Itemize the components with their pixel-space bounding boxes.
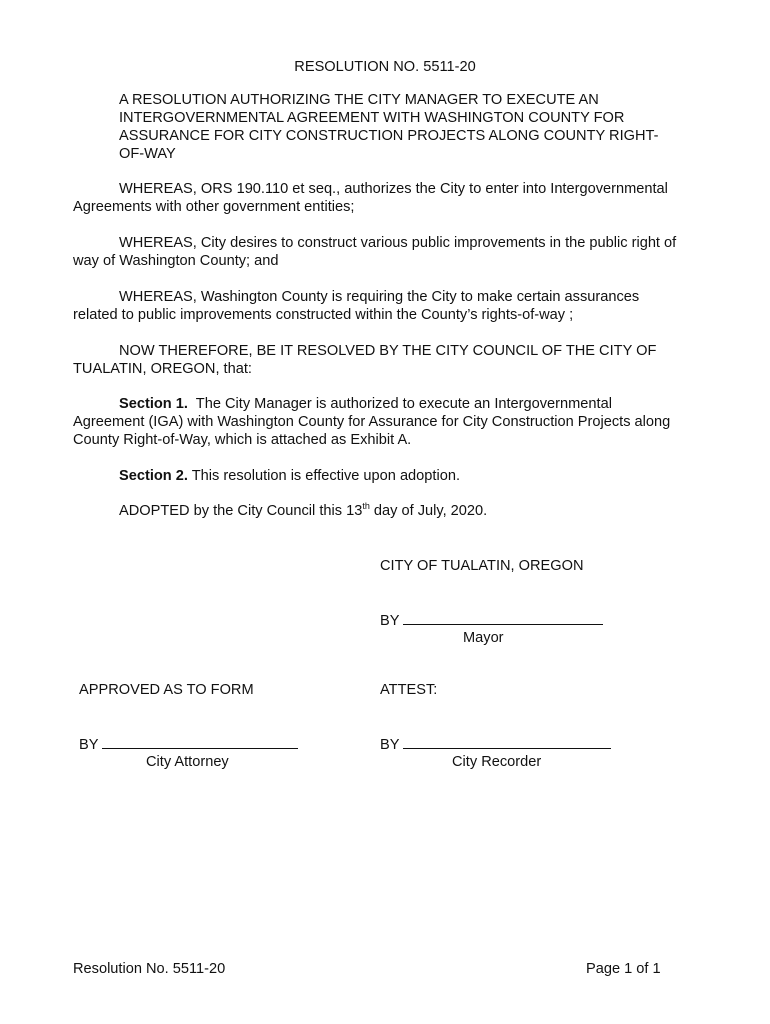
adopted-text-start: ADOPTED by the City Council this 13 [119, 503, 363, 519]
whereas-paragraph-3 [73, 288, 703, 324]
whereas-paragraph-1 [73, 180, 703, 216]
attorney-signature-line [79, 735, 298, 754]
by-label: BY [380, 737, 400, 753]
paragraph-line: related to public improvements constructed within the County’s rights-of-way ; [73, 307, 574, 323]
paragraph-line: way of Washington County; and [73, 253, 279, 269]
signature-underline [102, 735, 298, 749]
section-2-heading: Section 2. [119, 468, 188, 484]
section-2-paragraph [73, 467, 703, 485]
caption-line: OF-WAY [119, 146, 176, 162]
attest-label: ATTEST: [380, 682, 438, 698]
caption-line: A RESOLUTION AUTHORIZING THE CITY MANAGER TO EXECUTE AN [119, 92, 599, 108]
city-recorder-label: City Recorder [452, 754, 542, 770]
city-attorney-label: City Attorney [146, 754, 229, 770]
paragraph-line: WHEREAS, ORS 190.110 et seq., authorizes the City to enter into Intergovernmental [119, 181, 668, 197]
mayor-signature-line [380, 611, 603, 630]
paragraph-line [73, 502, 703, 520]
by-label: BY [380, 613, 400, 629]
footer-resolution-number: Resolution No. 5511-20 [73, 961, 226, 977]
section-1-text: The City Manager is authorized to execute an Intergovernmental [195, 396, 612, 412]
paragraph-line: WHEREAS, Washington County is requiring the City to make certain assurances [119, 289, 640, 305]
paragraph-line [73, 467, 703, 485]
footer-page-number: Page 1 of 1 [586, 961, 661, 977]
paragraph-line: TUALATIN, OREGON, that: [73, 361, 252, 377]
section-2-text: This resolution is effective upon adoption. [191, 468, 460, 484]
paragraph-line: County Right-of-Way, which is attached as Exhibit A. [73, 432, 412, 448]
city-name-label: CITY OF TUALATIN, OREGON [380, 558, 584, 574]
resolution-title: RESOLUTION NO. 5511-20 [294, 59, 476, 75]
by-label: BY [79, 737, 99, 753]
paragraph-line: NOW THEREFORE, BE IT RESOLVED BY THE CITY COUNCIL OF THE CITY OF [119, 343, 657, 359]
section-1-heading: Section 1. [119, 396, 188, 412]
section-1-paragraph [73, 395, 703, 449]
adopted-paragraph [73, 502, 703, 520]
approved-as-to-form-label: APPROVED AS TO FORM [79, 682, 254, 698]
caption-line: ASSURANCE FOR CITY CONSTRUCTION PROJECTS ALONG COUNTY RIGHT- [119, 128, 659, 144]
paragraph-line: WHEREAS, City desires to construct various public improvements in the public right of [119, 235, 677, 251]
paragraph-line [73, 395, 703, 413]
adopted-text-end: day of July, 2020. [369, 503, 488, 519]
now-therefore-paragraph [73, 342, 703, 378]
paragraph-line: Agreements with other government entities; [73, 199, 355, 215]
caption-line: INTERGOVERNMENTAL AGREEMENT WITH WASHINGTON COUNTY FOR [119, 110, 625, 126]
paragraph-line: Agreement (IGA) with Washington County for Assurance for City Construction Projects along [73, 414, 671, 430]
whereas-paragraph-2 [73, 234, 703, 270]
recorder-signature-line [380, 735, 611, 754]
adopted-ordinal-suffix: th [362, 501, 370, 511]
signature-underline [403, 735, 611, 749]
signature-underline [403, 611, 603, 625]
mayor-label: Mayor [463, 630, 504, 646]
resolution-caption [119, 91, 658, 163]
